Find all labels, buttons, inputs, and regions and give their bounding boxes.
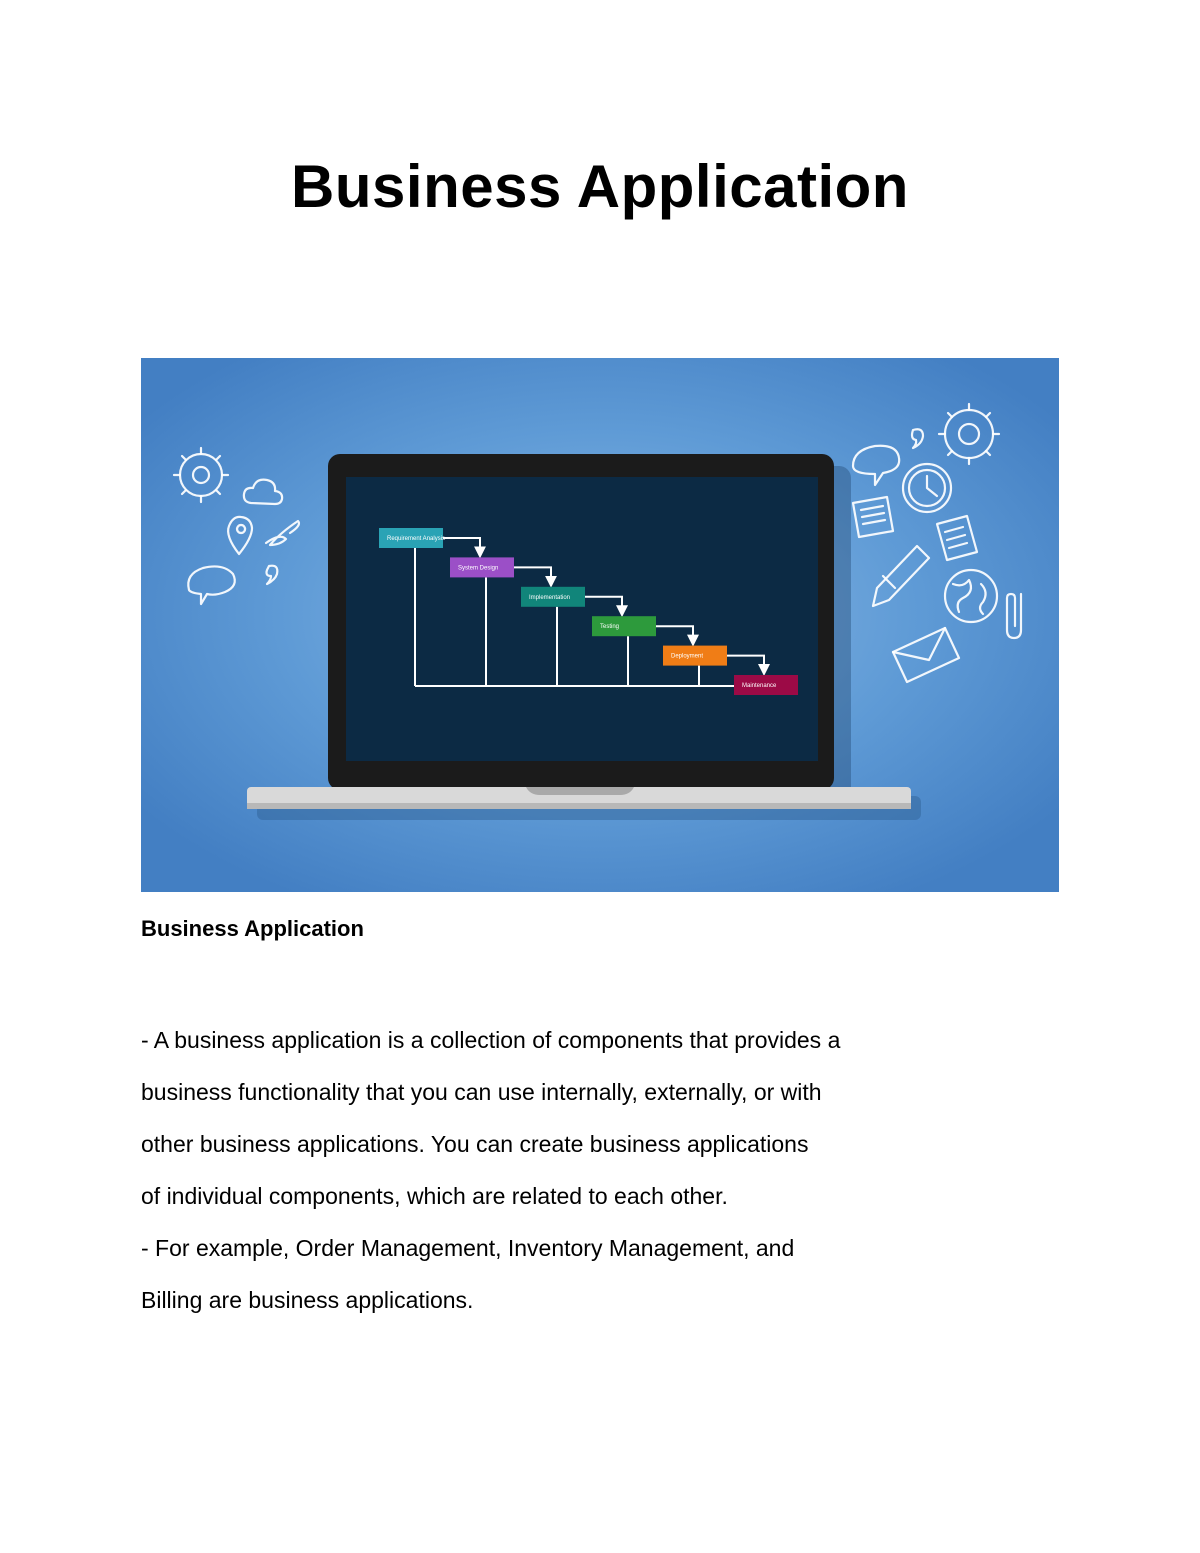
- waterfall-step-label: Implementation: [529, 594, 571, 601]
- paragraph-line: of individual components, which are related to each other.: [141, 1183, 728, 1209]
- paragraph-line: - A business application is a collection of components that provides a: [141, 1027, 841, 1053]
- laptop-screen: [346, 477, 818, 761]
- waterfall-step-label: Testing: [600, 624, 620, 631]
- figure-caption: Business Application: [141, 916, 364, 941]
- waterfall-step: [379, 528, 445, 548]
- laptop: [247, 454, 921, 820]
- paragraph-line: - For example, Order Management, Inventory Management, and: [141, 1235, 795, 1261]
- waterfall-step-label: Maintenance: [742, 683, 777, 689]
- body-paragraph: [141, 1014, 941, 1326]
- waterfall-step-label: Requirement Analysis: [387, 536, 446, 542]
- paragraph-line: Billing are business applications.: [141, 1287, 474, 1313]
- paragraph-line: other business applications. You can create business applications: [141, 1131, 809, 1157]
- waterfall-step-label: System Design: [458, 565, 499, 572]
- laptop-waterfall-illustration: [141, 358, 1059, 892]
- waterfall-step: [663, 646, 727, 666]
- waterfall-step: [521, 587, 585, 607]
- waterfall-step: [450, 557, 514, 577]
- illustration-svg: [141, 358, 1059, 892]
- paragraph-line: business functionality that you can use internally, externally, or with: [141, 1079, 822, 1105]
- waterfall-step: [592, 616, 656, 636]
- page-title: Business Application: [291, 153, 909, 220]
- waterfall-step: [734, 675, 798, 695]
- waterfall-step-label: Deployment: [671, 653, 704, 660]
- laptop-notch: [526, 787, 634, 795]
